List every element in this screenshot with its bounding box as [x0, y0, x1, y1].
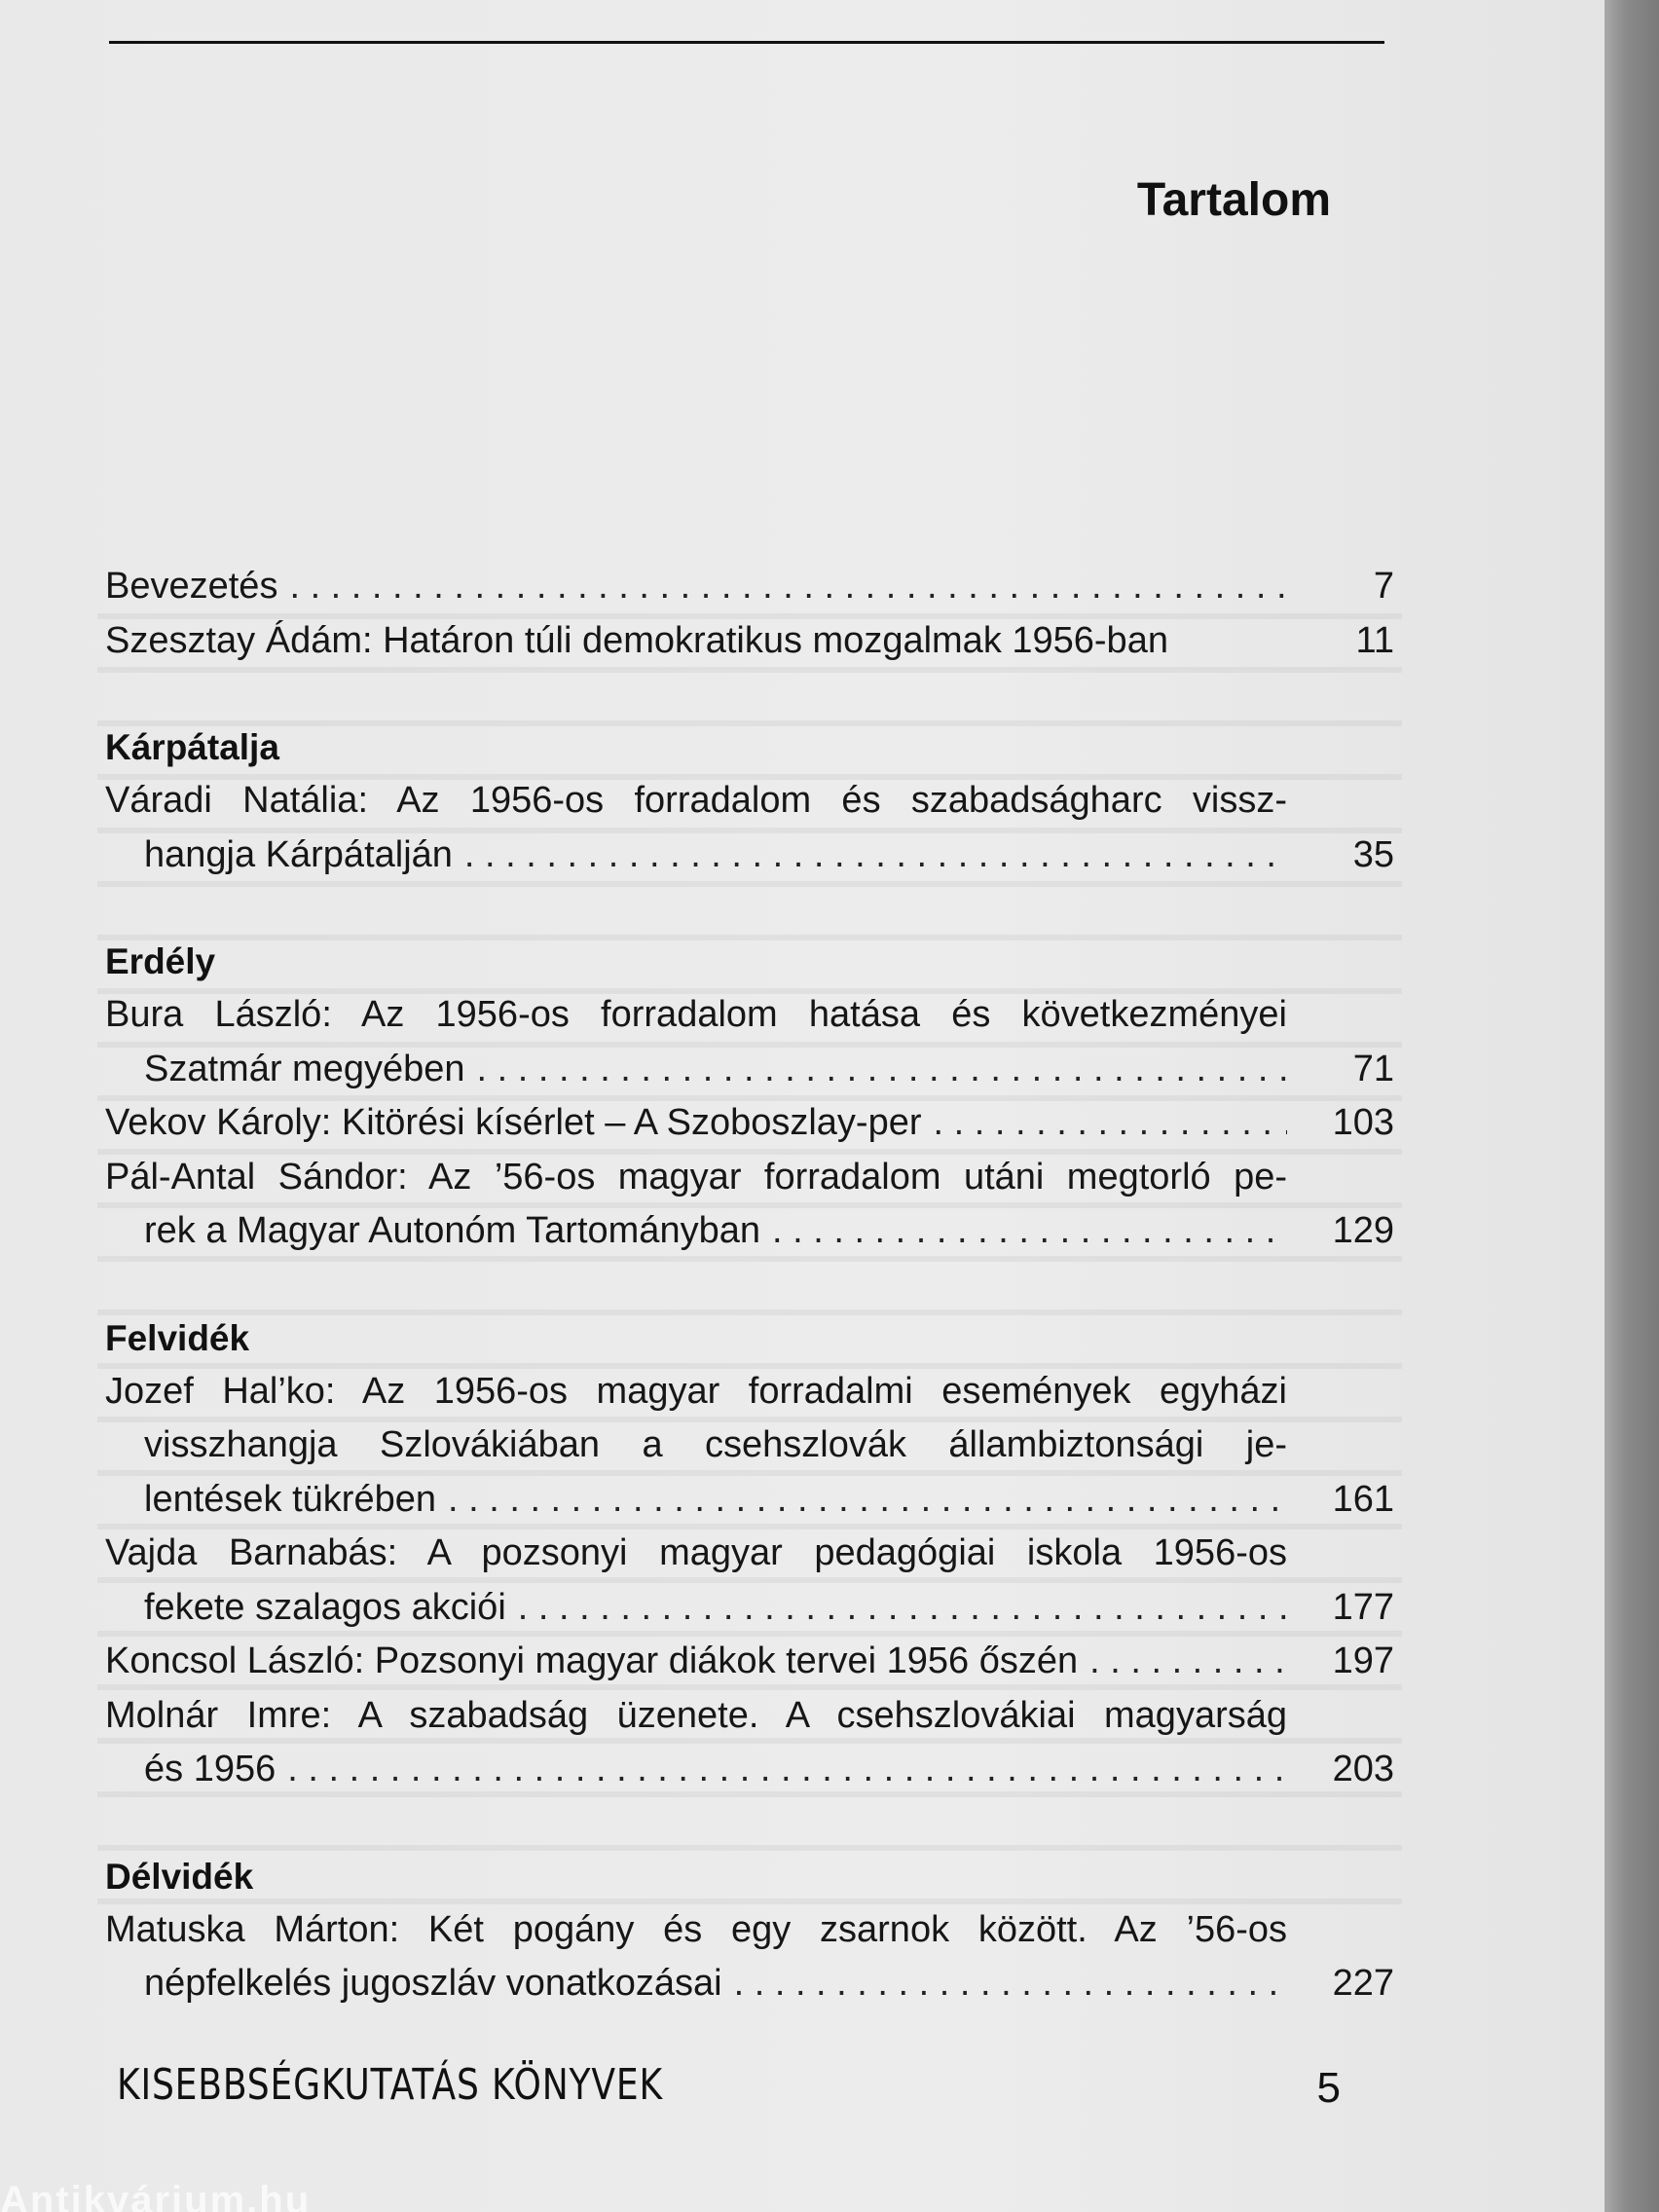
- toc-entry-molnar[interactable]: [105, 1743, 1394, 1797]
- section-erdely: [105, 935, 1394, 1259]
- section-karpatalja: [105, 720, 1394, 882]
- toc-entry-line[interactable]: Váradi Natália: Az 1956-os forradalom és szabadságharc vissz-: [105, 780, 1287, 821]
- toc-entry-varadi[interactable]: [105, 829, 1394, 883]
- toc-entry-title: Szatmár megyében: [144, 1048, 465, 1089]
- dot-leader: [289, 560, 1287, 614]
- toc-page-number: 203: [1332, 1749, 1394, 1789]
- toc-page-number: 11: [1355, 619, 1394, 661]
- toc-page-number: 103: [1332, 1102, 1394, 1143]
- toc-entry-line[interactable]: Vajda Barnabás: A pozsonyi magyar pedagógiai iskola 1956-os: [105, 1532, 1287, 1573]
- dot-leader: [1089, 1635, 1287, 1689]
- toc-page-number: 227: [1332, 1963, 1394, 2004]
- toc-entry-title: Vekov Károly: Kitörési kísérlet – A Szoboszlay-per: [105, 1102, 922, 1143]
- dot-leader: [477, 1043, 1288, 1097]
- book-binding-edge: [1604, 0, 1659, 2212]
- toc-page-number: 161: [1332, 1478, 1394, 1520]
- dot-leader: [448, 1473, 1287, 1528]
- toc-page-number: 71: [1352, 1048, 1394, 1089]
- section-heading: Erdély: [105, 941, 216, 981]
- watermark-text: Antikvárium.hu: [0, 2179, 312, 2212]
- section-delvidek: [105, 1850, 1394, 2011]
- toc-entry-line[interactable]: Molnár Imre: A szabadság üzenete. A csehszlovákiai magyarság: [105, 1694, 1287, 1736]
- toc-entry-halko[interactable]: [105, 1473, 1394, 1528]
- dot-leader: [934, 1096, 1287, 1151]
- toc-entry-vajda[interactable]: [105, 1581, 1394, 1636]
- toc-entry-title: népfelkelés jugoszláv vonatkozásai: [144, 1963, 722, 2004]
- toc-entry-line[interactable]: visszhangja Szlovákiában a csehszlovák állambiztonsági je-: [144, 1424, 1287, 1465]
- toc-page-number: 197: [1332, 1641, 1394, 1681]
- toc-entry-title: rek a Magyar Autonóm Tartományban: [144, 1210, 760, 1251]
- section-heading: Délvidék: [105, 1856, 254, 1897]
- toc-page-number: 129: [1332, 1210, 1394, 1251]
- toc-entry-title: és 1956: [144, 1749, 276, 1789]
- toc-entry-vekov[interactable]: [105, 1096, 1394, 1151]
- section-felvidek: [105, 1311, 1394, 1797]
- toc-entry-title: hangja Kárpátalján: [144, 833, 453, 875]
- toc-entry-bura[interactable]: [105, 1043, 1394, 1097]
- toc-entry-line[interactable]: Pál-Antal Sándor: Az ’56-os magyar forradalom utáni megtorló pe-: [105, 1156, 1287, 1198]
- toc-entry-koncsol[interactable]: [105, 1635, 1394, 1689]
- toc-entry-matuska[interactable]: [105, 1957, 1394, 2011]
- toc-entry-title: fekete szalagos akciói: [144, 1586, 506, 1628]
- toc-entry-line[interactable]: Jozef Hal’ko: Az 1956-os magyar forradalmi események egyházi: [105, 1370, 1287, 1412]
- toc-page-number: 35: [1352, 833, 1394, 875]
- dot-leader: [772, 1204, 1287, 1259]
- toc-entry-line[interactable]: Matuska Márton: Két pogány és egy zsarnok között. Az ’56-os: [105, 1908, 1287, 1950]
- toc-entry-bevezetes[interactable]: [105, 560, 1394, 614]
- toc-entry-title: Szesztay Ádám: Határon túli demokratikus mozgalmak 1956-ban: [105, 619, 1168, 661]
- toc-entry-title: lentések tükrében: [144, 1478, 436, 1520]
- toc-entry-pal-antal[interactable]: [105, 1204, 1394, 1259]
- table-of-contents: [105, 560, 1394, 2011]
- dot-leader: [287, 1743, 1287, 1797]
- toc-entry-title: Koncsol László: Pozsonyi magyar diákok tervei 1956 őszén: [105, 1641, 1079, 1681]
- page-title: Tartalom: [1136, 174, 1331, 226]
- toc-entry-title: Bevezetés: [105, 566, 278, 607]
- dot-leader: [518, 1581, 1287, 1636]
- top-rule: [109, 41, 1384, 44]
- toc-page-number: 7: [1373, 566, 1394, 607]
- toc-entry-line[interactable]: Bura László: Az 1956-os forradalom hatása és következményei: [105, 994, 1287, 1035]
- dot-leader: [734, 1957, 1287, 2011]
- series-title: KISEBBSÉGKUTATÁS KÖNYVEK: [117, 2060, 663, 2110]
- page-number: 5: [1316, 2064, 1341, 2112]
- dot-leader: [464, 829, 1287, 883]
- section-heading: Kárpátalja: [105, 727, 279, 767]
- toc-entry-szesztay[interactable]: [105, 614, 1394, 669]
- section-heading: Felvidék: [105, 1317, 250, 1358]
- toc-page-number: 177: [1332, 1586, 1394, 1628]
